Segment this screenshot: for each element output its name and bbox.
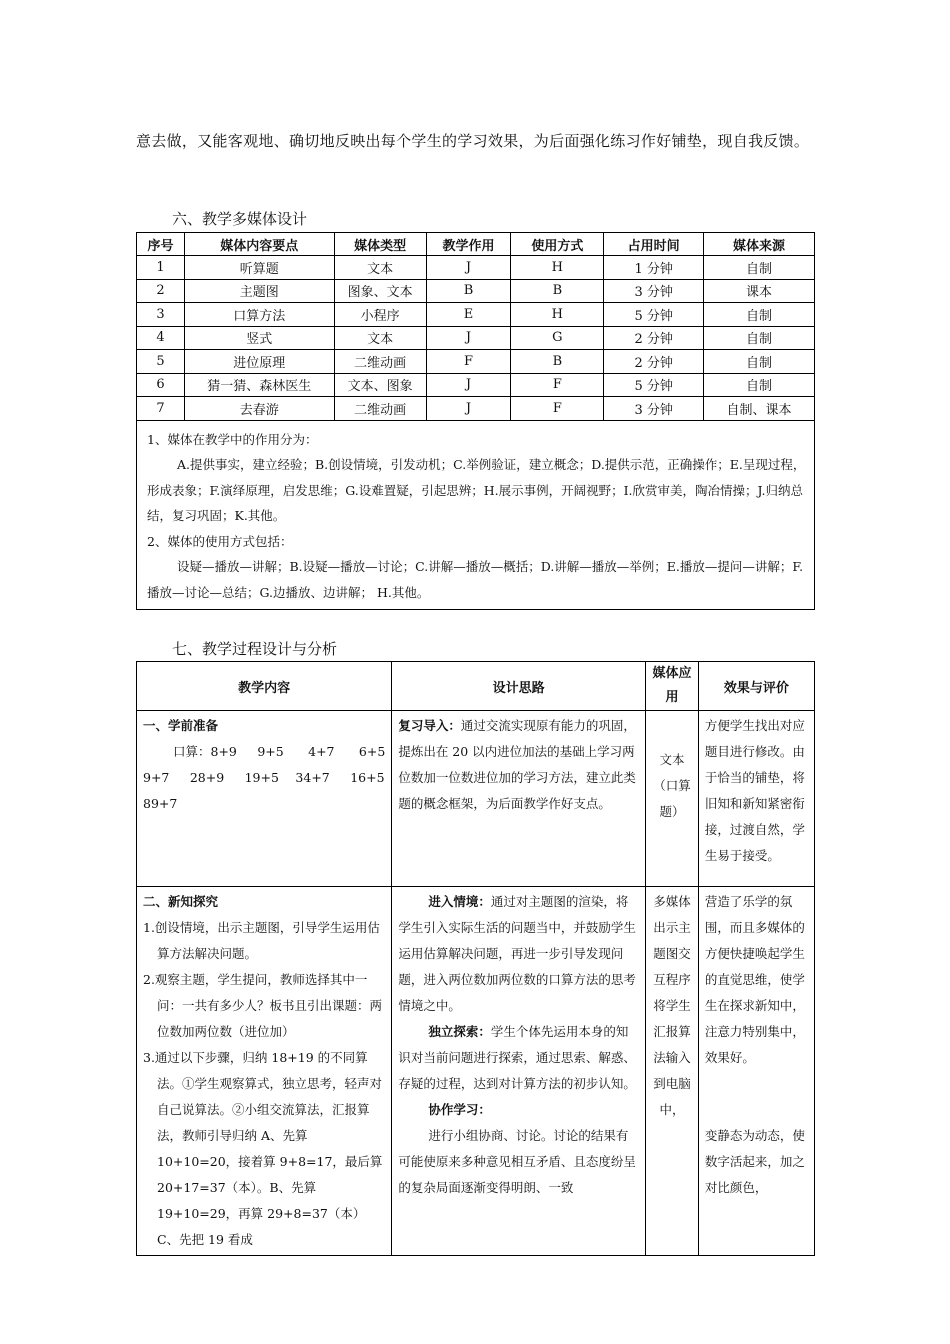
effect-cell (698, 887, 814, 1256)
media-cell: 多媒体出示主题图交互程序将学生汇报算法输入到电脑中， (646, 887, 699, 1256)
table-cell: 自制 (704, 350, 815, 374)
table-cell: 5 分钟 (604, 373, 704, 397)
row2-item3: 3.通过以下步骤，归纳 18+19 的不同算法。①学生观察算式，独立思考，轻声对自己说算法。②小组交流算法，汇报算法，教师引导归纳 A、先算 10+10=20，接着算 9+8=17，最后算 20+17=37（本）。B、先算 19+10=29，再算 29+8=37（本） C、先把 19 看成 (143, 1050, 383, 1247)
table-cell: F (511, 373, 604, 397)
table-cell: 文本 (334, 256, 426, 280)
table-row (137, 887, 815, 1256)
table-cell: 1 (137, 256, 185, 280)
row2-effect2: 变静态为动态，使数字活起来，加之对比颜色， (704, 1128, 805, 1195)
design-cell (392, 711, 646, 887)
table-cell: 自制 (704, 326, 815, 350)
table-cell: 自制 (704, 256, 815, 280)
row2-design1-text: 通过对主题图的渲染，将学生引入实际生活的问题当中，并鼓励学生运用估算解决问题，再进一步引导发现问题，进入两位数加两位数的口算方法的思考情境之中。 (398, 894, 636, 1013)
row2-item2: 2.观察主题，学生提问，教师选择其中一问：一共有多少人？板书且引出课题：两位数加两位数（进位加） (143, 972, 383, 1039)
table-cell: 听算题 (184, 256, 334, 280)
table-cell: F (511, 397, 604, 421)
table-cell: 去春游 (184, 397, 334, 421)
table-cell: 口算方法 (184, 303, 334, 327)
design-cell (392, 887, 646, 1256)
row2-design3-text: 进行小组协商、讨论。讨论的结果有可能使原来多种意见相互矛盾、且态度纷呈的复杂局面逐渐变得明朗、一致 (398, 1128, 636, 1195)
header-cell: 教学内容 (137, 662, 392, 711)
table-cell: J (426, 373, 511, 397)
table-cell: 竖式 (184, 326, 334, 350)
row2-content-title: 二、新知探究 (143, 894, 219, 909)
process-design-table (136, 661, 815, 1256)
table-cell: 图象、文本 (334, 279, 426, 303)
table-cell: 7 (137, 397, 185, 421)
table-cell: 3 分钟 (604, 397, 704, 421)
table-cell: 课本 (704, 279, 815, 303)
table-cell: 5 分钟 (604, 303, 704, 327)
table-cell: J (426, 256, 511, 280)
table-cell: 主题图 (184, 279, 334, 303)
header-cell: 教学作用 (426, 233, 511, 256)
header-cell: 媒体内容要点 (184, 233, 334, 256)
row2-design1-label: 进入情境： (428, 894, 491, 909)
table-row (137, 279, 815, 303)
table-cell: 2 分钟 (604, 350, 704, 374)
table-cell: 进位原理 (184, 350, 334, 374)
table-cell: 2 (137, 279, 185, 303)
table-row (137, 397, 815, 421)
media-cell: 文本（口算题） (646, 711, 699, 887)
table-cell: 小程序 (334, 303, 426, 327)
header-cell: 媒体来源 (704, 233, 815, 256)
table-row (137, 373, 815, 397)
header-cell: 媒体类型 (334, 233, 426, 256)
table-row (137, 326, 815, 350)
row1-design-label: 复习导入： (398, 718, 461, 733)
table-cell: 6 (137, 373, 185, 397)
table-header-row (137, 233, 815, 256)
table-cell: B (511, 279, 604, 303)
row2-effect1: 营造了乐学的氛围，而且多媒体的方便快捷唤起学生的直觉思维，使学生在探求新知中，注意力特别集中，效果好。 (704, 894, 805, 1065)
table-cell: 4 (137, 326, 185, 350)
table-cell: 自制 (704, 303, 815, 327)
table-cell: 3 分钟 (604, 279, 704, 303)
row2-design3-label: 协作学习： (428, 1102, 491, 1117)
note1-body: A.提供事实，建立经验；B.创设情境，引发动机；C.举例验证，建立概念；D.提供示范，正确操作；E.呈现过程，形成表象；F.演绎原理，启发思维；G.设难置疑，引起思辨；H.展示事例，开阔视野；I.欣赏审美，陶冶情操；J.归纳总结，复习巩固；K.其他。 (147, 457, 806, 523)
header-cell: 占用时间 (604, 233, 704, 256)
table-cell: 文本 (334, 326, 426, 350)
content-cell (137, 887, 392, 1256)
header-cell: 媒体应用 (646, 662, 699, 711)
notes-row (137, 420, 815, 610)
table-row (137, 256, 815, 280)
table-cell: J (426, 326, 511, 350)
table-cell: 二维动画 (334, 397, 426, 421)
table-cell: 文本、图象 (334, 373, 426, 397)
row2-item1: 1.创设情境，出示主题图，引导学生运用估算方法解决问题。 (143, 920, 380, 961)
table-cell: 自制、课本 (704, 397, 815, 421)
header-cell: 效果与评价 (698, 662, 814, 711)
table-row (137, 350, 815, 374)
content-cell (137, 711, 392, 887)
note2-title: 2、媒体的使用方式包括： (147, 533, 293, 549)
table-header-row (137, 662, 815, 711)
row1-design-text: 通过交流实现原有能力的巩固，提炼出在 20 以内进位加法的基础上学习两位数加一位数进位加的学习方法，建立此类题的概念框架，为后面教学作好支点。 (398, 718, 636, 811)
row1-content-line3: 89+7 (143, 796, 178, 811)
note1-title: 1、媒体在教学中的作用分为： (147, 431, 318, 447)
row2-design2-text: 学生个体先运用本身的知识对当前问题进行探索，通过思索、解惑、存疑的过程，达到对计算方法的初步认知。 (398, 1024, 636, 1091)
table-cell: H (511, 303, 604, 327)
table-row (137, 303, 815, 327)
table-row (137, 711, 815, 887)
row2-design2-label: 独立探索： (428, 1024, 491, 1039)
section7-heading: 七、教学过程设计与分析 (172, 640, 338, 658)
table-cell: 5 (137, 350, 185, 374)
table-cell: E (426, 303, 511, 327)
table-cell: 二维动画 (334, 350, 426, 374)
intro-paragraph: 意去做，又能客观地、确切地反映出每个学生的学习效果，为后面强化练习作好铺垫，现自我反馈。 (136, 132, 810, 150)
row1-content-line2: 9+7 28+9 19+5 34+7 16+5 (143, 770, 385, 785)
table-cell: B (426, 279, 511, 303)
effect-cell: 方便学生找出对应题目进行修改。由于恰当的铺垫，将旧知和新知紧密衔接，过渡自然，学生易于接受。 (698, 711, 814, 887)
table-cell: 猜一猜、森林医生 (184, 373, 334, 397)
table-cell: F (426, 350, 511, 374)
table-cell: 1 分钟 (604, 256, 704, 280)
header-cell: 设计思路 (392, 662, 646, 711)
notes-cell (137, 420, 815, 610)
row1-content-title: 一、学前准备 (143, 718, 219, 733)
table-cell: 2 分钟 (604, 326, 704, 350)
note2-body: 设疑—播放—讲解；B.设疑—播放—讨论；C.讲解—播放—概括；D.讲解—播放—举例；E.播放—提问—讲解；F.播放—讨论—总结；G.边播放、边讲解； H.其他。 (147, 559, 804, 600)
row1-content-line1: 口算：8+9 9+5 4+7 6+5 (173, 744, 386, 759)
table-cell: 3 (137, 303, 185, 327)
table-cell: G (511, 326, 604, 350)
section6-heading: 六、教学多媒体设计 (172, 210, 308, 228)
header-cell: 使用方式 (511, 233, 604, 256)
header-cell: 序号 (137, 233, 185, 256)
table-cell: J (426, 397, 511, 421)
table-cell: 自制 (704, 373, 815, 397)
media-design-table (136, 232, 815, 610)
table-cell: B (511, 350, 604, 374)
table-cell: H (511, 256, 604, 280)
